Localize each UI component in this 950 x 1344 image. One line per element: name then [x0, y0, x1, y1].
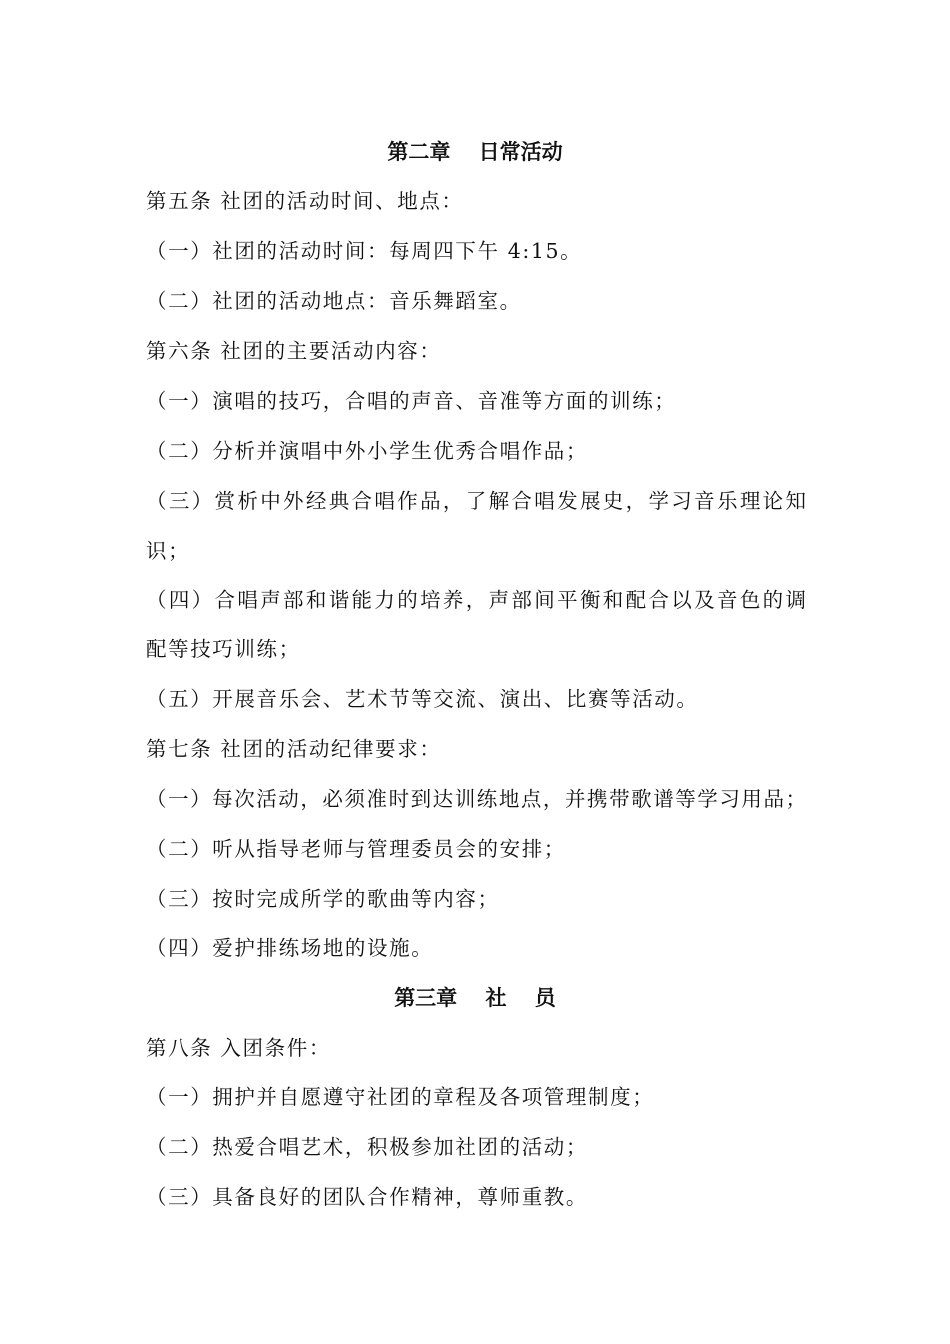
article-5-title: 第五条 社团的活动时间、地点：	[146, 189, 464, 213]
article-7-item-3: （三）按时完成所学的歌曲等内容；	[146, 887, 500, 911]
chapter-3-heading: 第三章 社 员	[394, 986, 556, 1010]
article-6-title: 第六条 社团的主要活动内容：	[146, 339, 442, 363]
article-6-item-4-line-2: 配等技巧训练；	[146, 637, 301, 661]
article-8-item-2: （二）热爱合唱艺术，积极参加社团的活动；	[146, 1135, 588, 1159]
article-7-item-2: （二）听从指导老师与管理委员会的安排；	[146, 837, 566, 861]
article-8-item-1: （一）拥护并自愿遵守社团的章程及各项管理制度；	[146, 1085, 655, 1109]
article-5-item-1: （一）社团的活动时间：每周四下午 4:15。	[146, 239, 583, 263]
article-6-item-3-line-2: 识；	[146, 539, 191, 563]
article-8-item-3: （三）具备良好的团队合作精神，尊师重教。	[146, 1185, 588, 1209]
article-7-item-4: （四）爱护排练场地的设施。	[146, 936, 434, 960]
article-5-item-2: （二）社团的活动地点：音乐舞蹈室。	[146, 289, 522, 313]
article-6-item-1: （一）演唱的技巧，合唱的声音、音准等方面的训练；	[146, 389, 677, 413]
article-6-item-4-line-1: （四）合唱声部和谐能力的培养，声部间平衡和配合以及音色的调	[146, 588, 806, 612]
article-6-item-2: （二）分析并演唱中外小学生优秀合唱作品；	[146, 439, 588, 463]
chapter-2-heading: 第二章 日常活动	[387, 140, 563, 164]
article-6-item-5: （五）开展音乐会、艺术节等交流、演出、比赛等活动。	[146, 687, 699, 711]
article-6-item-3-line-1: （三）赏析中外经典合唱作品，了解合唱发展史，学习音乐理论知	[146, 489, 806, 513]
article-8-title: 第八条 入团条件：	[146, 1036, 331, 1060]
article-7-item-1: （一）每次活动，必须准时到达训练地点，并携带歌谱等学习用品；	[146, 787, 806, 811]
article-7-title: 第七条 社团的活动纪律要求：	[146, 737, 442, 761]
